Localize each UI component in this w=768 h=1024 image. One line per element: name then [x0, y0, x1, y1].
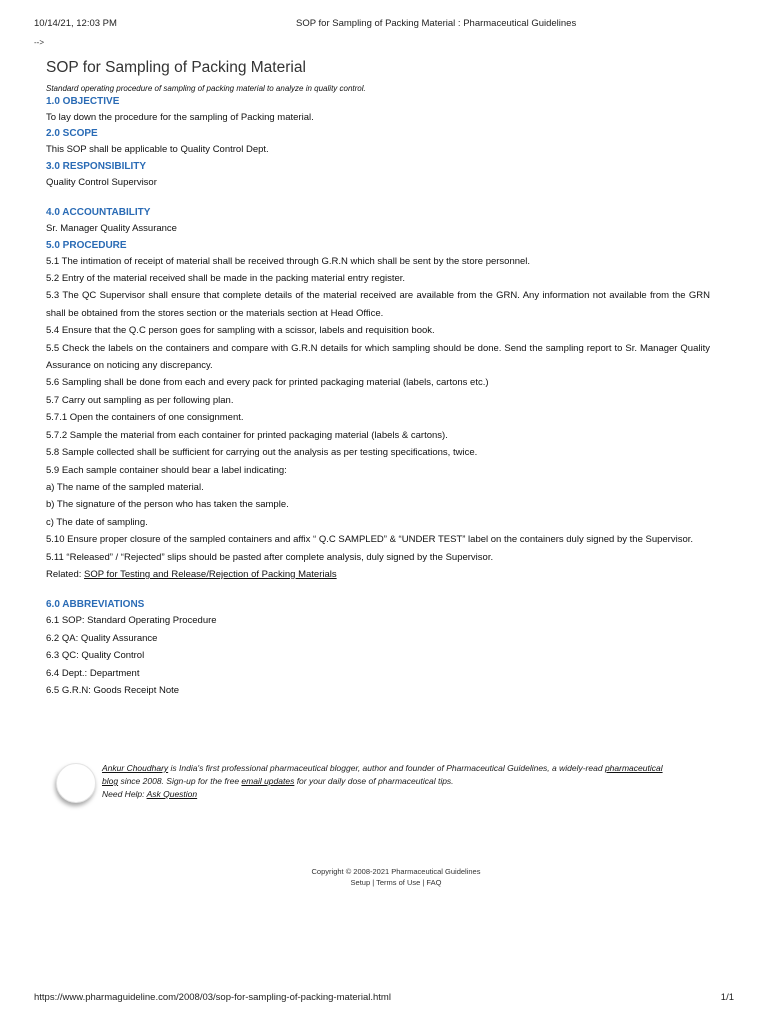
ask-question-link[interactable]: Ask Question — [146, 789, 198, 799]
print-footer — [34, 992, 734, 1006]
author-bio-text-2: since 2008. Sign-up for the free — [118, 776, 242, 786]
author-bio-text-3: for your daily dose of pharmaceutical tips. — [294, 776, 454, 786]
print-datetime: 10/14/21, 12:03 PM — [34, 18, 117, 29]
procedure-step: 5.10 Ensure proper closure of the sampled containers and affix “ Q.C SAMPLED” & “UNDER TEST” label on the containers duly signed by the Supervisor. — [46, 534, 694, 546]
abbreviation-item: 6.1 SOP: Standard Operating Procedure — [46, 615, 217, 627]
procedure-step: 5.7 Carry out sampling as per following plan. — [46, 394, 234, 406]
article-content — [46, 58, 710, 699]
procedure-step: 5.7.2 Sample the material from each container for printed packaging material (labels & cartons). — [46, 429, 448, 441]
procedure-step: 5.4 Ensure that the Q.C person goes for sampling with a scissor, labels and requisition book. — [46, 325, 435, 337]
procedure-step: 5.2 Entry of the material received shall be made in the packing material entry register. — [46, 273, 406, 285]
email-updates-link[interactable]: email updates — [241, 776, 295, 786]
scope-text: This SOP shall be applicable to Quality Control Dept. — [46, 144, 269, 156]
abbreviation-item: 6.3 QC: Quality Control — [46, 650, 145, 662]
copyright-text: Copyright © 2008-2021 Pharmaceutical Guidelines — [311, 867, 481, 876]
accountability-text: Sr. Manager Quality Assurance — [46, 223, 177, 235]
procedure-step: 5.7.1 Open the containers of one consignment. — [46, 412, 244, 424]
heading-objective: 1.0 OBJECTIVE — [46, 96, 120, 107]
heading-responsibility: 3.0 RESPONSIBILITY — [46, 160, 147, 172]
pharmaceutical-blog-link[interactable]: pharmaceutical blog — [102, 763, 663, 786]
procedure-step: 5.9 Each sample container should bear a label indicating: — [46, 464, 287, 476]
author-avatar — [56, 763, 96, 803]
abbreviation-item: 6.5 G.R.N: Goods Receipt Note — [46, 684, 180, 696]
procedure-step: 5.8 Sample collected shall be sufficient for carrying out the analysis as per testing specifications, twice. — [46, 447, 478, 459]
procedure-step: 5.1 The intimation of receipt of material shall be received through G.R.N which shall be sent by the store personnel. — [46, 255, 531, 267]
need-help-label: Need Help: — [102, 789, 147, 799]
print-url: https://www.pharmaguideline.com/2008/03/sop-for-sampling-of-packing-material.html — [34, 992, 391, 1003]
related-line — [46, 566, 710, 583]
page-subtitle: Standard operating procedure of sampling of packing material to analyze in quality control. — [46, 84, 366, 93]
related-sop-link[interactable]: SOP for Testing and Release/Rejection of Packing Materials — [84, 568, 337, 580]
procedure-step: 5.3 The QC Supervisor shall ensure that complete details of the material received are available from the GRN. Any information not available from the GRN shall be obtained from the stores section or the materials section at Head Office. — [46, 290, 710, 319]
heading-accountability: 4.0 ACCOUNTABILITY — [46, 207, 151, 219]
abbreviation-item: 6.2 QA: Quality Assurance — [46, 632, 158, 644]
author-bio-text-1: is India's first professional pharmaceutical blogger, author and founder of Pharmaceutical Guidelines, a widely-read — [168, 763, 605, 773]
responsibility-text: Quality Control Supervisor — [46, 176, 157, 188]
related-label: Related: — [46, 568, 82, 580]
heading-scope: 2.0 SCOPE — [46, 128, 98, 140]
print-title: SOP for Sampling of Packing Material : Pharmaceutical Guidelines — [296, 18, 577, 29]
stray-text: --> — [34, 38, 44, 47]
objective-text: To lay down the procedure for the sampling of Packing material. — [46, 112, 314, 123]
print-header — [34, 18, 734, 32]
page-number: 1/1 — [720, 992, 734, 1003]
procedure-step: b) The signature of the person who has taken the sample. — [46, 499, 289, 511]
procedure-step: 5.6 Sampling shall be done from each and every pack for printed packaging material (labels, cartons etc.) — [46, 377, 489, 389]
heading-procedure: 5.0 PROCEDURE — [46, 239, 127, 251]
procedure-step: c) The date of sampling. — [46, 516, 148, 528]
heading-abbreviations: 6.0 ABBREVIATIONS — [46, 599, 145, 611]
abbreviation-item: 6.4 Dept.: Department — [46, 667, 140, 679]
author-bio — [102, 762, 672, 801]
page-title: SOP for Sampling of Packing Material — [46, 59, 306, 76]
procedure-step: a) The name of the sampled material. — [46, 481, 204, 493]
author-box — [56, 763, 666, 813]
author-name-link[interactable]: Ankur Choudhary — [102, 763, 169, 773]
footer-links[interactable]: Setup | Terms of Use | FAQ — [350, 878, 442, 887]
procedure-step: 5.5 Check the labels on the containers and compare with G.R.N details for which sampling should be done. Send the sampling report to Sr. Manager Quality Assurance on noticing any discrepancy. — [46, 342, 710, 372]
site-footer — [0, 866, 768, 888]
procedure-step: 5.11 “Released” / “Rejected” slips should be pasted after complete analysis, duly signed by the Supervisor. — [46, 551, 494, 563]
